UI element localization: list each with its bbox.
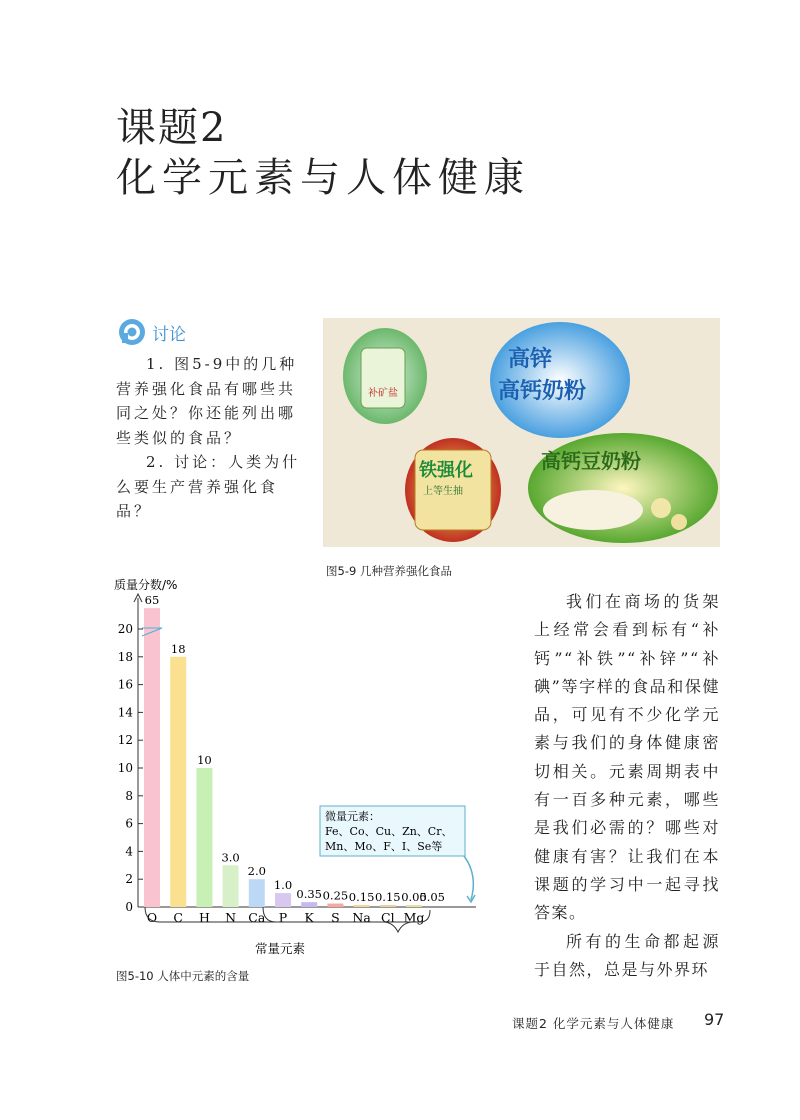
body-paragraph-2: 所有的生命都起源于自然，总是与外界环 [534, 931, 720, 979]
callout-line-2: Fe、Co、Cu、Zn、Cr、 [325, 825, 453, 838]
photo-label-iron: 铁强化 [419, 460, 473, 481]
x-category-label: Ca [248, 910, 266, 925]
bar-value-label: 65 [144, 593, 160, 608]
body-paragraph-1: 我们在商场的货架上经常会看到标有“补钙”“补铁”“补锌”“补碘”等字样的食品和保健品，可见有不少化学元素与我们的身体健康密切相关。元素周期表中有一百多种元素，哪些是我们必需的？哪些对健康有害？让我们在本课题的学习中一起寻找答案。 [534, 592, 720, 923]
bar-value-label: 0.35 [296, 887, 323, 902]
bar-Ca [249, 879, 265, 907]
bar-N [223, 865, 239, 907]
y-tick-label: 14 [117, 705, 133, 720]
discussion-header [118, 318, 186, 346]
lesson-number: 课题2 [116, 105, 228, 151]
photo-label-soy-sauce: 上等生抽 [423, 486, 463, 497]
figure-5-9-caption: 图5-9 几种营养强化食品 [326, 564, 452, 578]
x-category-label: Na [352, 910, 371, 925]
figure-5-10-caption: 图5-10 人体中元素的含量 [116, 969, 250, 983]
y-tick-label: 10 [117, 761, 133, 775]
bar-value-label: 2.0 [247, 864, 266, 879]
x-category-label: N [225, 910, 237, 925]
bar-P [275, 893, 291, 907]
y-tick-label: 0 [125, 900, 133, 914]
y-tick-label: 2 [125, 872, 133, 887]
lesson-title: 化学元素与人体健康 [116, 155, 530, 201]
callout-line-1: 微量元素： [325, 810, 380, 823]
bar-C [170, 657, 186, 907]
bar-value-label: 18 [170, 641, 186, 656]
photo-label-salt: 补矿盐 [368, 388, 398, 399]
x-category-label: Mg [403, 910, 425, 925]
photo-label-zinc: 高锌 [508, 347, 553, 372]
bar-Mg [406, 905, 422, 907]
x-category-label: O [146, 910, 158, 925]
photo-label-soy-milk: 高钙豆奶粉 [541, 449, 641, 473]
bar-Cl [380, 905, 396, 907]
y-tick-label: 20 [117, 622, 133, 636]
bracket-label: 常量元素 [254, 941, 306, 956]
bar-H [196, 768, 212, 907]
photo-label-calcium-milk: 高钙奶粉 [498, 379, 587, 404]
callout-line-3: Mn、Mo、F、I、Se等 [325, 840, 443, 853]
y-axis-label: 质量分数/% [114, 578, 178, 592]
fortified-foods-photo [323, 318, 720, 547]
discussion-question-2: 2. 讨论：人类为什么要生产营养强化食品？ [116, 453, 301, 520]
discussion-question-1: 1. 图5-9中的几种营养强化食品有哪些共同之处？你还能列出哪些类似的食品？ [116, 355, 298, 447]
y-tick-label: 8 [125, 788, 133, 803]
body-text [534, 588, 720, 984]
y-tick-label: 12 [117, 733, 133, 748]
y-tick-label: 4 [125, 844, 133, 859]
extra-value-label: 0.05 [419, 890, 446, 904]
discussion-icon [118, 318, 146, 346]
bar-value-label: 0.05 [401, 890, 427, 904]
x-category-label: S [331, 910, 340, 925]
y-tick-label: 18 [117, 649, 133, 664]
x-category-label: H [198, 910, 210, 925]
x-category-label: K [304, 910, 314, 925]
bar-O [144, 608, 160, 907]
bar-Na [354, 905, 370, 907]
x-category-label: P [278, 910, 288, 925]
bar-value-label: 0.15 [348, 889, 375, 904]
discussion-questions [116, 352, 306, 524]
bar-value-label: 1.0 [273, 878, 293, 893]
bar-value-label: 3.0 [221, 850, 240, 865]
bar-value-label: 0.25 [322, 888, 349, 903]
element-content-chart [108, 570, 488, 960]
bar-value-label: 0.15 [374, 889, 401, 904]
x-category-label: C [173, 910, 183, 925]
bar-S [327, 904, 343, 907]
bar-value-label: 10 [197, 753, 212, 767]
bar-K [301, 902, 317, 907]
page-number: 97 [704, 1010, 725, 1029]
y-tick-label: 16 [117, 677, 133, 692]
y-tick-label: 6 [125, 816, 133, 831]
discussion-title: 讨论 [152, 324, 186, 345]
running-footer: 课题2 化学元素与人体健康 [512, 1016, 675, 1031]
x-category-label: Cl [381, 910, 395, 925]
